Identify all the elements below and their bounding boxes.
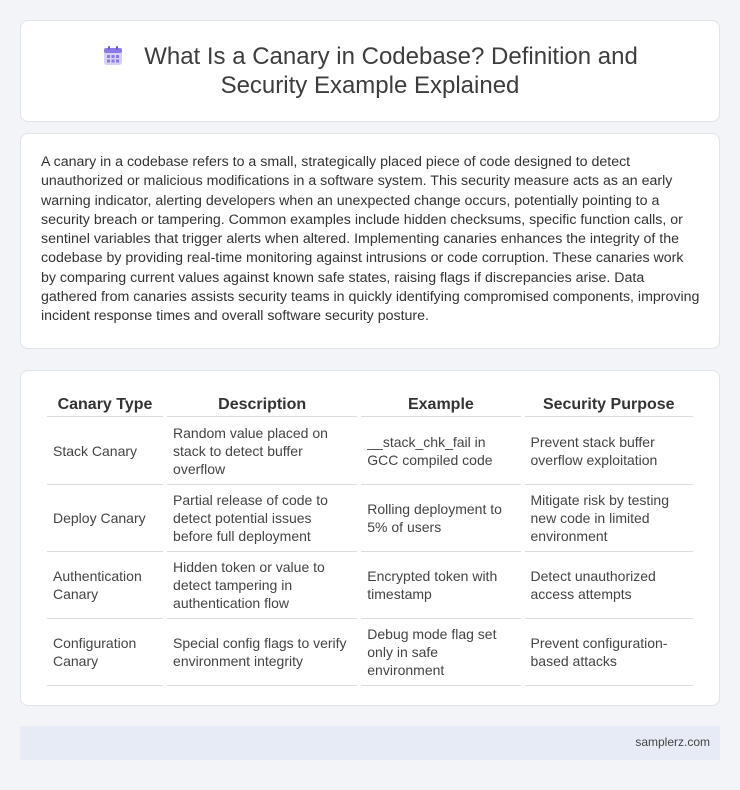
header-cell: Security Purpose [525, 393, 694, 417]
title-card [20, 20, 720, 122]
table-cell: Special config flags to verify environment integrity [167, 619, 357, 686]
table-cell: Partial release of code to detect potential issues before full deployment [167, 485, 357, 552]
page-title-text: What Is a Canary in Codebase? Definition and Security Example Explained [144, 43, 638, 99]
table-card [20, 370, 720, 706]
table-header-row [47, 393, 693, 417]
table-row [47, 485, 693, 552]
table-cell: Rolling deployment to 5% of users [361, 485, 520, 552]
header-cell: Description [167, 393, 357, 417]
description-card [20, 133, 720, 349]
table-cell: Mitigate risk by testing new code in limited environment [525, 485, 694, 552]
table-cell: Configuration Canary [47, 619, 163, 686]
description-text: A canary in a codebase refers to a small, strategically placed piece of code designed to detect unauthorized or malicious modifications in a software system. This security measure acts as an early warning indicator, alerting developers when an unexpected change occurs, potentially pointing to a security breach or tampering. Common examples include hidden checksums, specific function calls, or sentinel variables that trigger alerts when altered. Implementing canaries enhances the integrity of the codebase by providing real-time monitoring against intrusions or code corruption. These canaries work by comparing current values against known safe states, raising flags if discrepancies arise. Data gathered from canaries assists security teams in quickly identifying compromised components, improving incident response times and overall software security posture. [41, 154, 700, 325]
table-row [47, 552, 693, 619]
page-title [61, 42, 679, 100]
table-cell: Prevent configuration-based attacks [525, 619, 694, 686]
table-cell: Authentication Canary [47, 552, 163, 619]
table-cell: Hidden token or value to detect tampering in authentication flow [167, 552, 357, 619]
header-cell: Example [361, 393, 520, 417]
table-cell: __stack_chk_fail in GCC compiled code [361, 417, 520, 485]
footer-bar [20, 726, 720, 760]
table-cell: Deploy Canary [47, 485, 163, 552]
table-cell: Stack Canary [47, 417, 163, 485]
calendar-grid-icon [102, 45, 124, 67]
table-row [47, 417, 693, 485]
table-cell: Encrypted token with timestamp [361, 552, 520, 619]
footer-source-link[interactable]: samplerz.com [635, 735, 710, 749]
table-row [47, 619, 693, 686]
table-cell: Random value placed on stack to detect buffer overflow [167, 417, 357, 485]
title-wrap [21, 21, 719, 121]
canary-table [43, 393, 697, 686]
table-cell: Debug mode flag set only in safe environment [361, 619, 520, 686]
header-cell: Canary Type [47, 393, 163, 417]
table-cell: Prevent stack buffer overflow exploitation [525, 417, 694, 485]
table-cell: Detect unauthorized access attempts [525, 552, 694, 619]
